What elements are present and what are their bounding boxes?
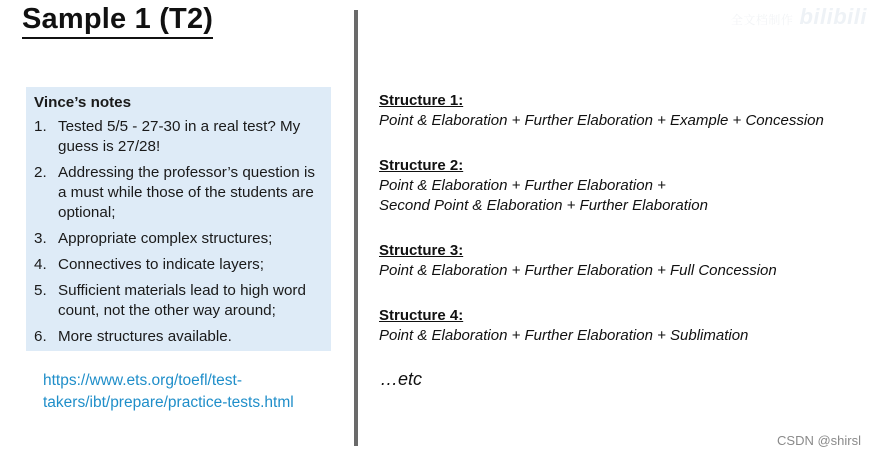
structure-3	[379, 241, 777, 281]
item-number: 2.	[34, 164, 47, 181]
bilibili-logo: bilibili	[799, 4, 867, 29]
notes-list-item	[34, 255, 323, 275]
structure-4	[379, 306, 748, 346]
item-number: 1.	[34, 118, 47, 135]
watermark-small-text: 全文档制作	[730, 13, 794, 27]
notes-list	[34, 117, 323, 347]
structure-heading: Structure 3:	[379, 242, 464, 259]
practice-tests-link[interactable]: https://www.ets.org/toefl/test-takers/ibt/prepare/practice-tests.html	[43, 372, 294, 411]
structure-line: Second Point & Elaboration + Further Elaboration	[379, 197, 708, 214]
item-text: Appropriate complex structures;	[58, 230, 273, 247]
item-text: Sufficient materials lead to high word count, not the other way around;	[58, 282, 306, 319]
item-text: Connectives to indicate layers;	[58, 256, 264, 273]
item-number: 3.	[34, 230, 47, 247]
structure-line: Point & Elaboration + Further Elaboration + Example + Concession	[379, 112, 824, 129]
item-number: 4.	[34, 256, 47, 273]
vertical-divider	[354, 10, 358, 446]
structure-2	[379, 156, 708, 216]
notes-list-item	[34, 229, 323, 249]
structure-heading: Structure 4:	[379, 307, 464, 324]
notes-list-item	[34, 281, 323, 321]
notes-list-item	[34, 117, 323, 157]
structure-1	[379, 91, 824, 131]
notes-list-item	[34, 163, 323, 223]
bilibili-watermark	[731, 4, 867, 30]
notes-box	[26, 87, 331, 351]
structure-heading: Structure 1:	[379, 92, 464, 109]
item-text: Addressing the professor’s question is a must while those of the students are optional;	[58, 164, 315, 221]
slide-title: Sample 1 (T2)	[22, 2, 213, 39]
item-number: 6.	[34, 328, 47, 345]
structure-line: Point & Elaboration + Further Elaboration + Sublimation	[379, 327, 749, 344]
structure-heading: Structure 2:	[379, 157, 464, 174]
item-text: More structures available.	[58, 328, 232, 345]
structure-line: Point & Elaboration + Further Elaboration + Full Concession	[379, 262, 777, 279]
notes-heading: Vince’s notes	[34, 94, 132, 111]
structure-line: Point & Elaboration + Further Elaboration +	[379, 177, 666, 194]
item-text: Tested 5/5 - 27-30 in a real test? My guess is 27/28!	[58, 118, 301, 155]
csdn-credit: CSDN @shirsl	[777, 433, 861, 448]
etc-text: …etc	[380, 369, 423, 389]
notes-list-item	[34, 327, 323, 347]
item-number: 5.	[34, 282, 47, 299]
